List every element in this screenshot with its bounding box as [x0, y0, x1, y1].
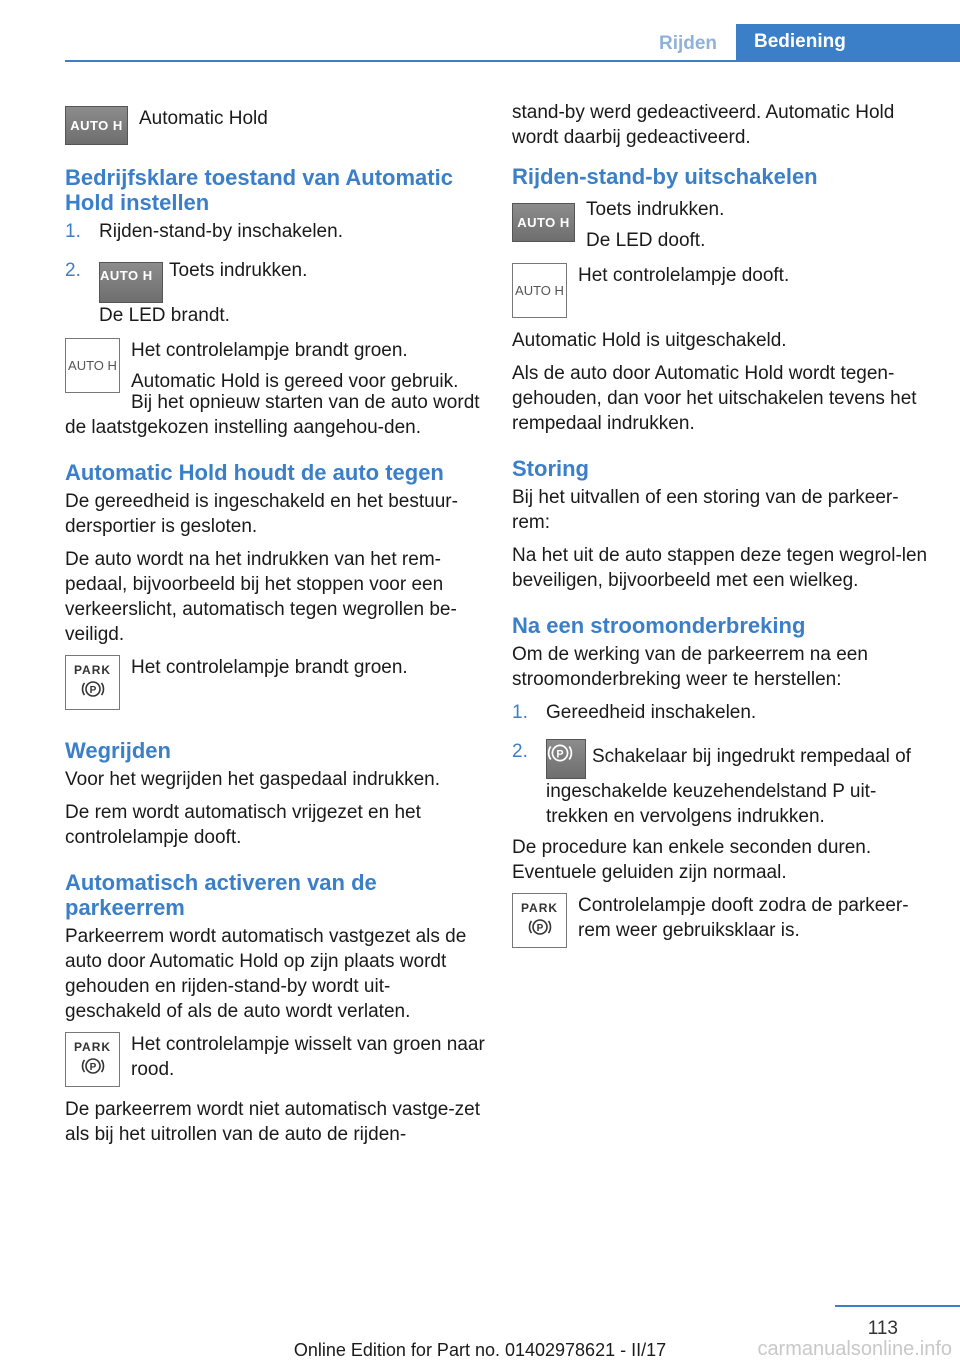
hold-off-text: Automatic Hold is uitgeschakeld.	[512, 330, 787, 351]
list-item: 1. Rijden-stand-by inschakelen.	[65, 221, 343, 242]
park-switch-icon	[546, 739, 586, 779]
lamp-green-block	[65, 338, 485, 394]
hold-text: De auto wordt na het indrukken van het rem-pedaal, bijvoorbeeld bij het stoppen voor een verkeerslicht, automatisch tegen wegrollen be-veiligd.	[65, 549, 457, 645]
lamp-switch-block	[65, 1032, 485, 1087]
drive-off-text-2: De rem wordt automatisch vrijgezet en het controlelampje dooft.	[65, 802, 421, 848]
continuation-text: stand-by werd gedeactiveerd. Automatic Hold wordt daarbij gedeactiveerd.	[512, 102, 895, 148]
park-indicator-icon: PARK P	[512, 893, 567, 948]
heading-holds-car: Automatic Hold houdt de auto tegen	[65, 460, 444, 485]
auto-h-indicator-icon: AUTO H	[512, 263, 567, 318]
press-block	[512, 197, 930, 253]
heading-set-ready: Bedrijfsklare toestand van Automatic Hold instellen	[65, 165, 453, 215]
lamp-out-block	[512, 893, 930, 948]
auto-h-button-icon: AUTO H	[512, 203, 575, 242]
park-indicator-icon: PARK P	[65, 655, 120, 710]
auto-h-indicator-icon: AUTO H	[65, 338, 120, 393]
lamp-off-block	[512, 263, 930, 318]
press-text: Toets indrukken.	[586, 199, 725, 220]
left-column	[65, 100, 485, 1155]
lamp-green-block-2	[65, 655, 485, 710]
list-item: 2. AUTO H Toets indrukken. De LED brandt.	[65, 260, 308, 326]
edition-note: Online Edition for Part no. 01402978621 - II/17	[293, 1340, 667, 1360]
watermark: carmanualsonline.info	[757, 1338, 952, 1360]
park-brake-symbol-icon	[547, 740, 573, 766]
footer-rule	[835, 1305, 960, 1307]
park-brake-symbol-icon	[81, 1054, 105, 1078]
heading-power-loss: Na een stroomonderbreking	[512, 613, 806, 638]
page-number: 113	[867, 1318, 898, 1339]
lamp-out-text: Controlelampje dooft zodra de parkeer-rem weer gebruiksklaar is.	[578, 895, 909, 941]
heading-fault: Storing	[512, 456, 589, 481]
lamp-green-text-2: Het controlelampje brandt groen.	[131, 657, 408, 678]
park-brake-symbol-icon	[81, 677, 105, 701]
tab-bediening[interactable]: Bediening	[736, 24, 960, 60]
auto-h-button-icon: AUTO H	[99, 262, 163, 303]
tab-rijden[interactable]: Rijden	[658, 33, 718, 54]
held-text: Als de auto door Automatic Hold wordt tegen-gehouden, dan voor het uitschakelen tevens het rempedaal indrukken.	[512, 363, 917, 434]
duration-text: De procedure kan enkele seconden duren. Eventuele geluiden zijn normaal.	[512, 837, 872, 883]
svg-text:P: P	[536, 923, 543, 934]
auto-park-text: Parkeerrem wordt automatisch vastgezet als de auto door Automatic Hold op zijn plaats wordt gehouden en rijden-stand-by wordt uit-geschakeld of als de auto wordt verlaten.	[65, 926, 467, 1022]
lamp-green-text: Het controlelampje brandt groen.	[131, 340, 408, 361]
restart-text: Bij het opnieuw starten van de auto wordt de laatstgekozen instelling aangehou-den.	[65, 392, 480, 438]
header-rule	[65, 60, 960, 62]
park-brake-symbol-icon	[528, 915, 552, 939]
restore-steps-list	[512, 700, 930, 829]
readiness-text: De gereedheid is ingeschakeld en het bestuur-dersportier is gesloten.	[65, 491, 458, 537]
secure-text: Na het uit de auto stappen deze tegen wegrol-len beveiligen, bijvoorbeeld met een wielkeg.	[512, 545, 928, 591]
lamp-switch-text: Het controlelampje wisselt van groen naar rood.	[131, 1034, 485, 1080]
auto-h-button-icon: AUTO H	[65, 106, 128, 145]
list-item: 2. P Schakelaar bij ingedrukt rempedaal of ingeschakelde keuzehendelstand P uit-trekken en vervolgens indrukken.	[512, 741, 911, 827]
svg-text:P: P	[89, 1062, 96, 1073]
park-indicator-icon: PARK P	[65, 1032, 120, 1087]
heading-standby-off: Rijden-stand-by uitschakelen	[512, 164, 818, 189]
lamp-off-text: Het controlelampje dooft.	[578, 265, 790, 286]
drive-off-text-1: Voor het wegrijden het gaspedaal indrukken.	[65, 769, 440, 790]
led-on-text: De LED brandt.	[99, 305, 230, 326]
steps-list	[65, 219, 485, 328]
ready-text: Automatic Hold is gereed voor gebruik.	[131, 371, 459, 392]
heading-auto-park-brake: Automatisch activeren van de parkeerrem	[65, 870, 377, 920]
heading-drive-off: Wegrijden	[65, 738, 171, 763]
right-column	[512, 100, 930, 958]
fault-text: Bij het uitvallen of een storing van de parkeer-rem:	[512, 487, 899, 533]
led-off-text: De LED dooft.	[586, 230, 706, 251]
svg-text:P: P	[89, 685, 96, 696]
list-item: 1. Gereedheid inschakelen.	[512, 702, 757, 723]
auto-hold-label: Automatic Hold	[139, 108, 268, 129]
auto-hold-intro	[65, 106, 485, 145]
svg-text:P: P	[556, 748, 564, 761]
not-auto-text: De parkeerrem wordt niet automatisch vastge-zet als bij het uitrollen van de auto de rijden-	[65, 1099, 481, 1145]
restore-text: Om de werking van de parkeerrem na een stroomonderbreking weer te herstellen:	[512, 644, 868, 690]
